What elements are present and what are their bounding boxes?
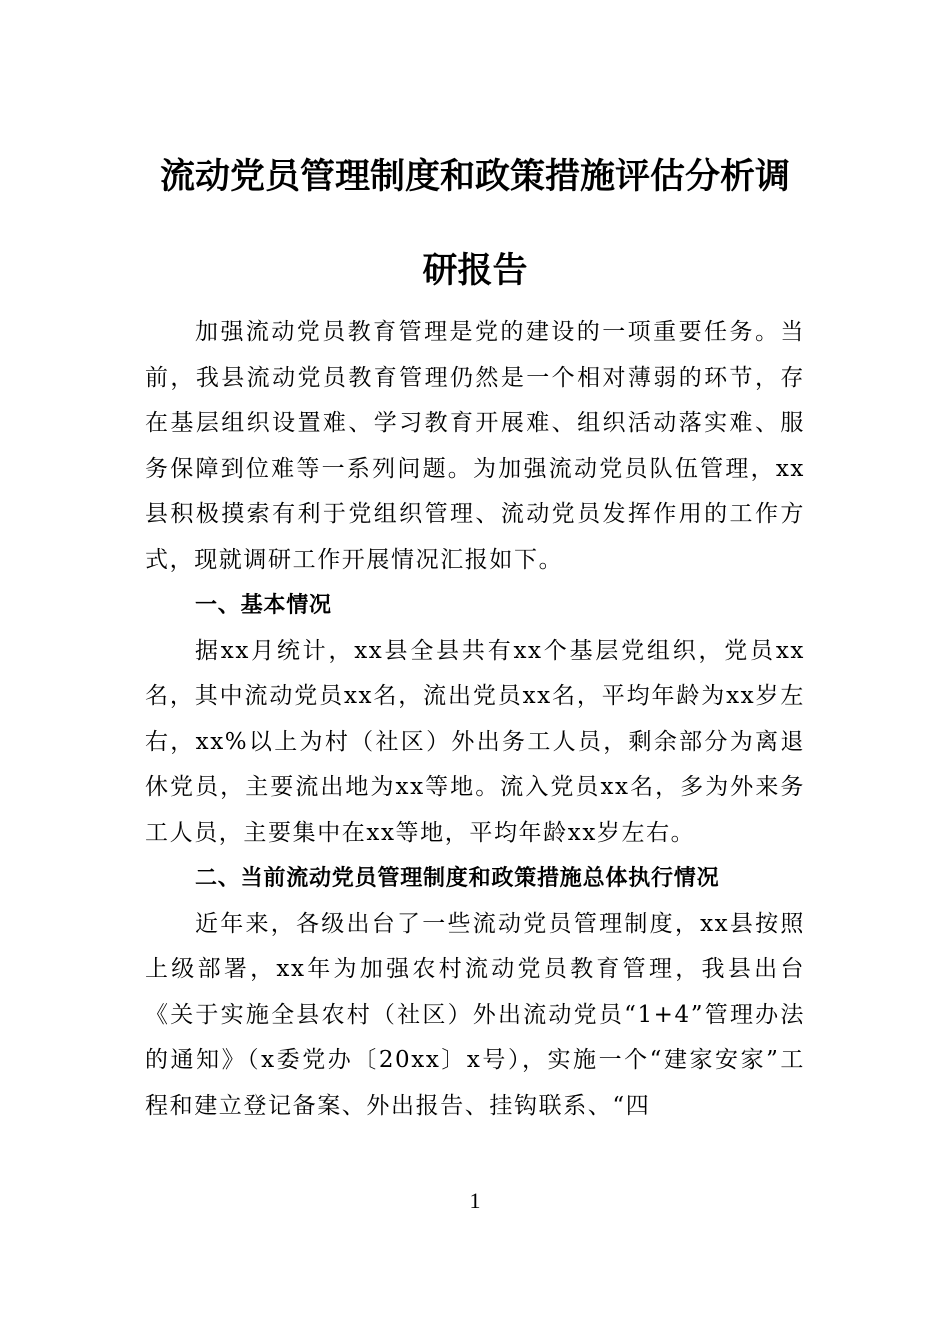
document-title-line-2: 研报告 bbox=[422, 250, 528, 291]
document-title-line-1: 流动党员管理制度和政策措施评估分析调 bbox=[159, 156, 790, 197]
paragraph-basic-situation: 据xx月统计，xx县全县共有xx个基层党组织，党员xx名，其中流动党员xx名，流出党员xx名，平均年龄为xx岁左右，xx%以上为村（社区）外出务工人员，剩余部分为离退休党员，主要流出地为xx等地。流入党员xx名，多为外来务工人员，主要集中在xx等地，平均年龄xx岁左右。 bbox=[145, 637, 805, 846]
section-heading-basic-situation: 一、基本情况 bbox=[195, 593, 332, 618]
section-heading-execution: 二、当前流动党员管理制度和政策措施总体执行情况 bbox=[195, 866, 720, 891]
paragraph-execution: 近年来，各级出台了一些流动党员管理制度，xx县按照上级部署，xx年为加强农村流动党员教育管理，我县出台《关于实施全县农村（社区）外出流动党员“1+4”管理办法的通知》（x委党办〔20xx〕x号），实施一个“建家安家”工程和建立登记备案、外出报告、挂钩联系、“四 bbox=[145, 910, 805, 1119]
document-body bbox=[145, 310, 805, 1129]
paragraph-intro: 加强流动党员教育管理是党的建设的一项重要任务。当前，我县流动党员教育管理仍然是一个相对薄弱的环节，存在基层组织设置难、学习教育开展难、组织活动落实难、服务保障到位难等一系列问题。为加强流动党员队伍管理，xx县积极摸索有利于党组织管理、流动党员发挥作用的工作方式，现就调研工作开展情况汇报如下。 bbox=[145, 319, 805, 573]
page-number: 1 bbox=[469, 1188, 481, 1213]
